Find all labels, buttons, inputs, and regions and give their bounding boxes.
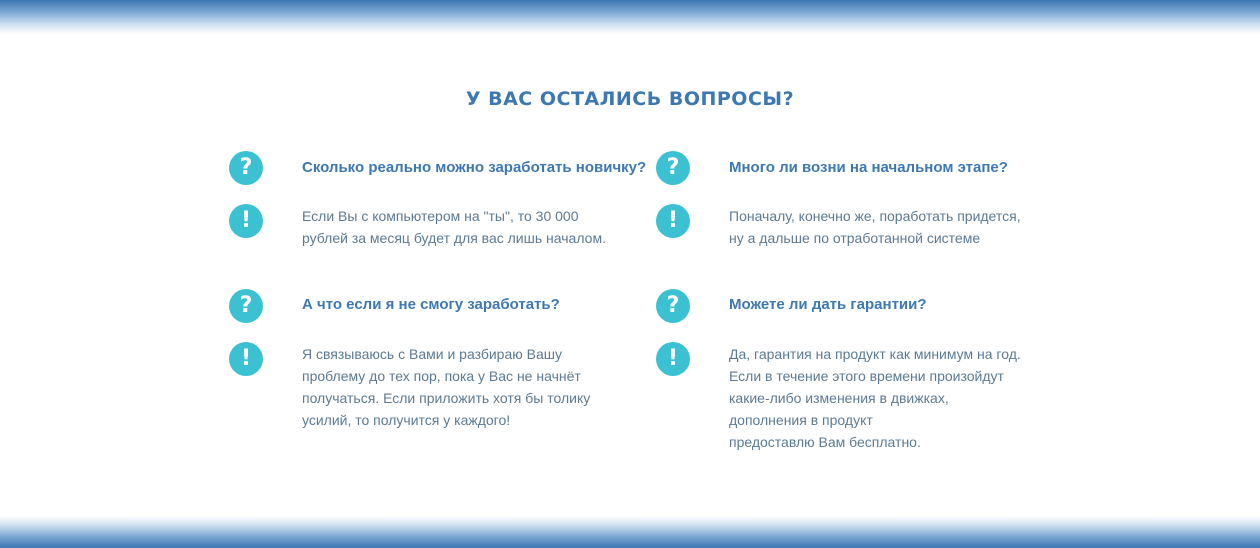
- faq-answer-line: получаться. Если приложить хотя бы толику: [302, 390, 591, 406]
- faq-answer-line: Если Вы с компьютером на "ты", то 30 000: [302, 208, 579, 224]
- bottom-gradient-band: [0, 516, 1260, 548]
- faq-answer-line: Да, гарантия на продукт как минимум на год.: [729, 346, 1021, 362]
- faq-answer-line: Поначалу, конечно же, поработать придется,: [729, 208, 1021, 224]
- faq-answer-line: Я связываюсь с Вами и разбираю Вашу: [302, 346, 562, 362]
- question-icon: ?: [656, 151, 690, 185]
- faq-question: А что если я не смогу заработать?: [302, 296, 560, 313]
- faq-answer-line: какие-либо изменения в движках,: [729, 390, 949, 406]
- faq-answer: [302, 343, 590, 431]
- exclamation-icon: !: [229, 342, 263, 376]
- faq-answer-line: дополнения в продукт: [729, 412, 873, 428]
- exclamation-icon: !: [229, 204, 263, 238]
- top-gradient-band: [0, 0, 1260, 34]
- faq-answer: [729, 343, 1021, 453]
- question-icon: ?: [656, 289, 690, 323]
- exclamation-icon: !: [656, 342, 690, 376]
- faq-answer-line: Если в течение этого времени произойдут: [729, 368, 1004, 384]
- faq-question: Сколько реально можно заработать новичку?: [302, 159, 647, 176]
- faq-answer-line: предоставлю Вам бесплатно.: [729, 434, 921, 450]
- faq-question: Много ли возни на начальном этапе?: [729, 159, 1008, 176]
- faq-answer-line: ну а дальше по отработанной системе: [729, 230, 981, 246]
- faq-answer: [729, 205, 1021, 249]
- faq-question: Можете ли дать гарантии?: [729, 296, 927, 313]
- faq-answer-line: усилий, то получится у каждого!: [302, 412, 511, 428]
- question-icon: ?: [229, 289, 263, 323]
- faq-answer: [302, 205, 606, 249]
- section-title: У ВАС ОСТАЛИСЬ ВОПРОСЫ?: [465, 88, 795, 110]
- question-icon: ?: [229, 151, 263, 185]
- faq-answer-line: рублей за месяц будет для вас лишь началом.: [302, 230, 606, 246]
- exclamation-icon: !: [656, 204, 690, 238]
- faq-answer-line: проблему до тех пор, пока у Вас не начнёт: [302, 368, 581, 384]
